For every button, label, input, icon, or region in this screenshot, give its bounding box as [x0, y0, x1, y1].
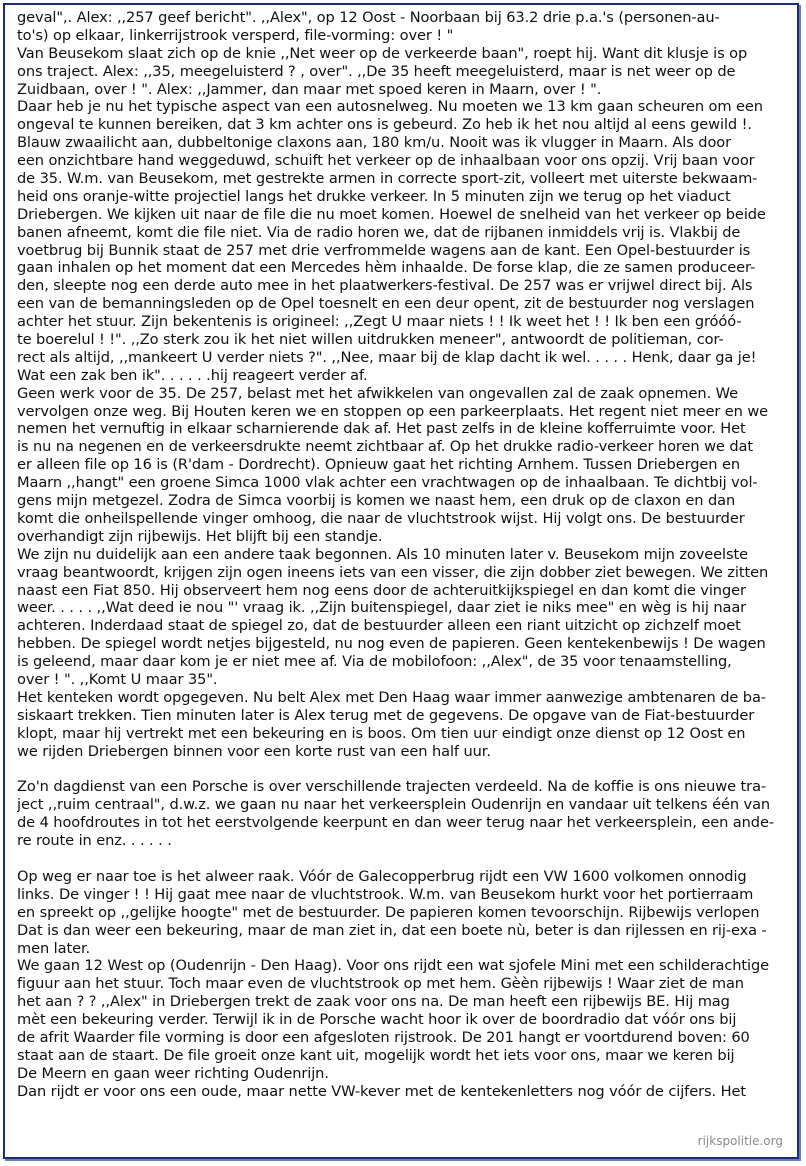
- text-line: naast een Fiat 850. Hij observeert hem nog eens door de achteruitkijkspiegel en dan komt die vinger: [17, 581, 746, 599]
- text-line: komt die onheilspellende vinger omhoog, die naar de vluchtstrook wijst. Hij volgt ons. De bestuurder: [17, 509, 745, 527]
- page-frame: [3, 3, 799, 1159]
- text-line: overhandigt zijn rijbewijs. Het blijft bij een standje.: [17, 527, 383, 545]
- watermark: rijkspolitie.org: [697, 1134, 783, 1148]
- text-line: Daar heb je nu het typische aspect van een autosnelweg. Nu moeten we 13 km gaan scheuren om een: [17, 98, 763, 116]
- document-text: [17, 9, 799, 1101]
- text-line: er alleen file op 16 is (R'dam - Dordrecht). Opnieuw gaat het richting Arnhem. Tussen Driebergen en: [17, 456, 740, 474]
- text-line: We gaan 12 West op (Oudenrijn - Den Haag). Voor ons rijdt een wat sjofele Mini met een schilderachtige: [17, 957, 770, 975]
- text-line: links. De vinger ! ! Hij gaat mee naar de vluchtstrook. W.m. van Beusekom hurkt voor het portierraam: [17, 885, 754, 903]
- text-line: achteren. Inderdaad staat de spiegel zo, dat de bestuurder alleen een riant uitzicht op zichzelf moet: [17, 617, 741, 635]
- paragraph-gap: [17, 850, 799, 868]
- text-line: vervolgen onze weg. Bij Houten keren we en stoppen op een parkeerplaats. Het regent niet meer en we: [17, 402, 769, 420]
- text-line: ons traject. Alex: ,,35, meegeluisterd ? , over". ,,De 35 heeft meegeluisterd, maar is net weer op de: [17, 62, 736, 80]
- text-line: ongeval te kunnen bereiken, dat 3 km achter ons is gebeurd. Zo heb ik het nou altijd al eens gewild !.: [17, 116, 752, 134]
- text-line: staat aan de staart. De file groeit onze kant uit, mogelijk wordt het iets voor ons, maar we keren bij: [17, 1046, 735, 1064]
- text-line: de 35. W.m. van Beusekom, met gestrekte armen in correcte sport-zit, volleert met uiterste bekwaam-: [17, 170, 758, 188]
- text-line: Op weg er naar toe is het alweer raak. Vóór de Galecopperbrug rijdt een VW 1600 volkomen onnodig: [17, 867, 747, 885]
- text-line: gens mijn metgezel. Zodra de Simca voorbij is komen we naast hem, een druk op de claxon en dan: [17, 492, 736, 510]
- text-line: nemen het vernuftig in elkaar scharnierende dak af. Het past zelfs in de kleine kofferruimte voor. Het: [17, 420, 746, 438]
- text-line: gaan inhalen op het moment dat een Mercedes hèm inhaalde. De forse klap, die ze samen produceer-: [17, 259, 756, 277]
- text-line: ject ,,ruim centraal", d.w.z. we gaan nu naar het verkeersplein Oudenrijn en vandaar uit telkens één van: [17, 796, 771, 814]
- text-line: siskaart trekken. Tien minuten later is Alex terug met de gegevens. De opgave van de Fiat-bestuurder: [17, 706, 755, 724]
- text-line: is nu na negenen en de verkeersdrukte neemt zichtbaar af. Op het drukke radio-verkeer horen we dat: [17, 438, 753, 456]
- text-line: over ! ". ,,Komt U maar 35".: [17, 670, 218, 688]
- text-line: klopt, maar hij vertrekt met een bekeuring en is boos. Om tien uur eindigt onze dienst op 12 Oost en: [17, 724, 746, 742]
- text-line: mèt een bekeuring verder. Terwijl ik in de Porsche wacht hoor ik over de boordradio dat vóór ons bij: [17, 1011, 737, 1029]
- text-line: vraag beantwoordt, krijgen zijn ogen ineens iets van een visser, die zijn dobber ziet bewegen. We zitten: [17, 563, 769, 581]
- text-line: Zuidbaan, over ! ". Alex: ,,Jammer, dan maar met spoed keren in Maarn, over ! ".: [17, 80, 602, 98]
- text-line: We zijn nu duidelijk aan een andere taak begonnen. Als 10 minuten later v. Beusekom mijn zoveelste: [17, 545, 748, 563]
- text-line: Van Beusekom slaat zich op de knie ,,Net weer op de verkeerde baan", roept hij. Want dit klusje is op: [17, 44, 748, 62]
- text-line: Geen werk voor de 35. De 257, belast met het afwikkelen van ongevallen zal de zaak opnemen. We: [17, 384, 739, 402]
- text-line: men later.: [17, 939, 91, 957]
- text-line: te boerelul ! !". ,,Zo sterk zou ik het niet willen uitdrukken meneer", antwoordt de politieman, cor-: [17, 331, 724, 349]
- text-line: het aan ? ? ,,Alex" in Driebergen trekt de zaak voor ons na. De man heeft een rijbewijs BE. Hij mag: [17, 993, 730, 1011]
- text-line: Maarn ,,hangt" een groene Simca 1000 vlak achter een vrachtwagen op de inhaalbaan. Te dichtbij vol-: [17, 474, 758, 492]
- text-line: en spreekt op ,,gelijke hoogte" met de bestuurder. De papieren komen tevoorschijn. Rijbewijs verlopen: [17, 903, 760, 921]
- text-line: we rijden Driebergen binnen voor een korte rust van een half uur.: [17, 742, 491, 760]
- text-line: Blauw zwaailicht aan, dubbeltonige claxons aan, 180 km/u. Nooit was ik vlugger in Maarn. Als door: [17, 134, 732, 152]
- text-line: Dat is dan weer een bekeuring, maar de man ziet in, dat een boete nù, beter is dan rijlessen en rij-exa -: [17, 921, 767, 939]
- text-line: to's) op elkaar, linkerrijstrook versperd, file-vorming: over ! ": [17, 26, 454, 44]
- text-line: geval",. Alex: ,,257 geef bericht". ,,Alex", op 12 Oost - Noorbaan bij 63.2 drie p.a.'s (personen-au-: [17, 9, 720, 26]
- text-line: rect als altijd, ,,mankeert U verder niets ?". ,,Nee, maar bij de klap dacht ik wel. . . . . Henk, daar ga je!: [17, 348, 757, 366]
- text-line: een van de bemanningsleden op de Opel toesnelt en een deur opent, zit de bestuurder nog verslagen: [17, 295, 755, 313]
- paragraph-gap: [17, 760, 799, 778]
- text-line: de afrit Waarder file vorming is door een afgesloten rijstrook. De 201 hangt er voortdurend boven: 60: [17, 1028, 750, 1046]
- text-line: weer. . . . . ,,Wat deed ie nou "' vraag ik. ,,Zijn buitenspiegel, daar ziet ie niks mee" en wèg is hij naar: [17, 599, 747, 617]
- text-line: Zo'n dagdienst van een Porsche is over verschillende trajecten verdeeld. Na de koffie is ons nieuwe tra-: [17, 778, 767, 796]
- text-line: banen afneemt, komt die file niet. Via de radio horen we, dat de rijbanen inmiddels vrij is. Vlakbij de: [17, 223, 741, 241]
- text-line: Dan rijdt er voor ons een oude, maar nette VW-kever met de kentekenletters nog vóór de cijfers. Het: [17, 1082, 746, 1100]
- text-line: hebben. De spiegel wordt netjes bijgesteld, nu nog even de papieren. Geen kentekenbewijs ! De wagen: [17, 635, 766, 653]
- text-line: is geleend, maar daar kom je er niet mee af. Via de mobilofoon: ,,Alex", de 35 voor tenaamstelling,: [17, 653, 732, 671]
- text-line: de 4 hoofdroutes in tot het eerstvolgende keerpunt en dan weer terug naar het verkeersplein, een ande-: [17, 814, 774, 832]
- text-line: figuur aan het stuur. Toch maar even de vluchtstrook op met hem. Gèèn rijbewijs ! Waar ziet de man: [17, 975, 744, 993]
- text-line: achter het stuur. Zijn bekentenis is origineel: ,,Zegt U maar niets ! ! Ik weet het ! ! Ik ben een gróóó-: [17, 313, 742, 331]
- text-line: De Meern en gaan weer richting Oudenrijn.: [17, 1064, 329, 1082]
- text-line: den, sleepte nog een derde auto mee in het plaatwerkers-festival. De 257 was er vrijwel direct bij. Als: [17, 277, 753, 295]
- text-line: heid ons oranje-witte projectiel langs het drukke verkeer. In 5 minuten zijn we terug op het viaduct: [17, 187, 731, 205]
- text-line: Driebergen. We kijken uit naar de file die nu moet komen. Hoewel de snelheid van het verkeer op beide: [17, 205, 766, 223]
- text-line: re route in enz. . . . . .: [17, 832, 172, 850]
- text-line: voetbrug bij Bunnik staat de 257 met drie verfrommelde wagens aan de kant. Een Opel-bestuurder is: [17, 241, 751, 259]
- text-line: een onzichtbare hand weggeduwd, schuift het verkeer op de inhaalbaan voor ons opzij. Vrij baan voor: [17, 152, 755, 170]
- text-line: Het kenteken wordt opgegeven. Nu belt Alex met Den Haag waar immer aanwezige ambtenaren de ba-: [17, 688, 766, 706]
- text-line: Wat een zak ben ik". . . . . .hij reageert verder af.: [17, 366, 368, 384]
